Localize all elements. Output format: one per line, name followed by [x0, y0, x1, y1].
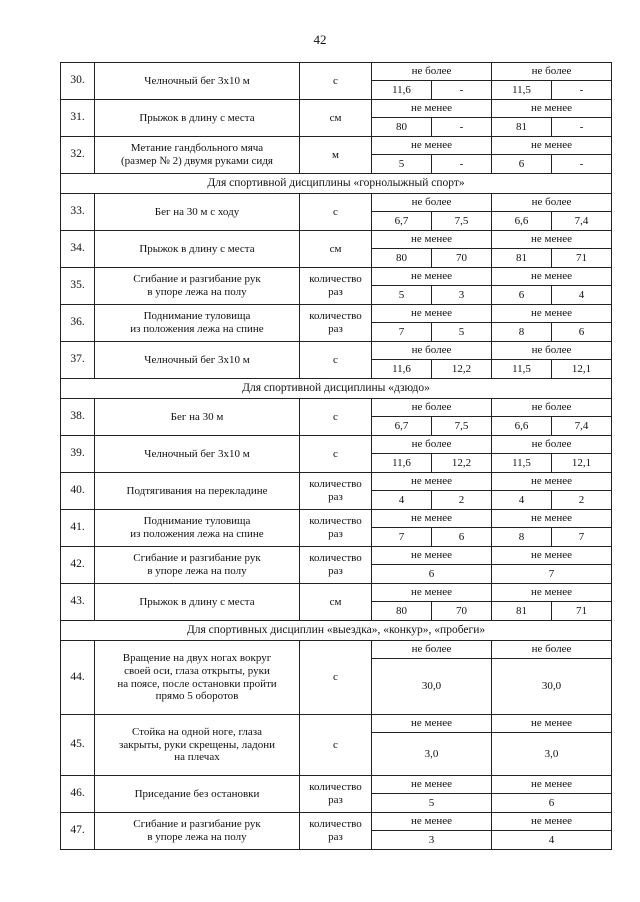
unit: с: [300, 715, 372, 776]
norm-value: 5: [432, 323, 492, 342]
row-number: 47.: [61, 813, 95, 850]
test-name: Сгибание и разгибание рук в упоре лежа на полу: [95, 813, 300, 850]
norm-value: 7,4: [552, 212, 612, 231]
norm-header-1: не менее: [372, 813, 492, 831]
norm-value: 4: [492, 831, 612, 850]
row-number: 36.: [61, 305, 95, 342]
test-name: Сгибание и разгибание рук в упоре лежа на полу: [95, 268, 300, 305]
test-name: Метание гандбольного мяча (размер № 2) двумя руками сидя: [95, 137, 300, 174]
unit: количество раз: [300, 813, 372, 850]
row-number: 38.: [61, 399, 95, 436]
norm-value: 5: [372, 155, 432, 174]
norm-value: 5: [372, 794, 492, 813]
test-name: Бег на 30 м с ходу: [95, 194, 300, 231]
table-row: [61, 813, 612, 831]
norm-value: 71: [552, 249, 612, 268]
table-row: [61, 715, 612, 733]
norm-header-1: не более: [372, 63, 492, 81]
norm-value: 2: [552, 491, 612, 510]
table-row: [61, 547, 612, 565]
row-number: 46.: [61, 776, 95, 813]
norm-value: 6,6: [492, 212, 552, 231]
norm-value: 11,6: [372, 454, 432, 473]
row-number: 34.: [61, 231, 95, 268]
norm-header-1: не менее: [372, 268, 492, 286]
norm-header-2: не менее: [492, 231, 612, 249]
table-row: [61, 305, 612, 323]
norm-value: 6: [372, 565, 492, 584]
test-name: Вращение на двух ногах вокруг своей оси, глаза открыты, руки на поясе, после остановки пройти прямо 5 оборотов: [95, 641, 300, 715]
norm-value: 80: [372, 118, 432, 137]
norm-header-2: не более: [492, 342, 612, 360]
norm-value: 7: [372, 323, 432, 342]
test-name: Прыжок в длину с места: [95, 100, 300, 137]
section-heading-row: [61, 621, 612, 641]
table-row: [61, 231, 612, 249]
norm-header-2: не более: [492, 63, 612, 81]
row-number: 42.: [61, 547, 95, 584]
test-name: Поднимание туловища из положения лежа на спине: [95, 510, 300, 547]
table-row: [61, 436, 612, 454]
norm-header-2: не менее: [492, 510, 612, 528]
norm-value: 3,0: [492, 733, 612, 776]
norm-value: 7,5: [432, 212, 492, 231]
norm-value: -: [552, 81, 612, 100]
section-heading: Для спортивной дисциплины «горнолыжный спорт»: [61, 174, 612, 194]
norm-header-2: не более: [492, 436, 612, 454]
test-name: Приседание без остановки: [95, 776, 300, 813]
norm-header-2: не более: [492, 399, 612, 417]
norm-header-1: не менее: [372, 231, 492, 249]
unit: см: [300, 584, 372, 621]
norm-value: 3,0: [372, 733, 492, 776]
norm-value: 11,5: [492, 454, 552, 473]
norm-value: 6: [492, 155, 552, 174]
test-name: Стойка на одной ноге, глаза закрыты, руки скрещены, ладони на плечах: [95, 715, 300, 776]
norm-value: 3: [372, 831, 492, 850]
norm-value: 5: [372, 286, 432, 305]
row-number: 39.: [61, 436, 95, 473]
norm-value: 30,0: [492, 659, 612, 715]
unit: количество раз: [300, 776, 372, 813]
norm-value: 81: [492, 118, 552, 137]
page-number: 42: [313, 32, 327, 47]
unit: с: [300, 641, 372, 715]
norm-value: 70: [432, 249, 492, 268]
norm-header-2: не менее: [492, 715, 612, 733]
norm-value: -: [432, 118, 492, 137]
table-row: [61, 510, 612, 528]
test-name: Бег на 30 м: [95, 399, 300, 436]
table-row: [61, 137, 612, 155]
norm-value: 6,7: [372, 212, 432, 231]
table-row: [61, 268, 612, 286]
norm-value: 81: [492, 249, 552, 268]
unit: количество раз: [300, 510, 372, 547]
norm-header-1: не менее: [372, 137, 492, 155]
norm-header-2: не менее: [492, 584, 612, 602]
norm-value: 71: [552, 602, 612, 621]
norm-header-1: не менее: [372, 305, 492, 323]
unit: см: [300, 231, 372, 268]
norm-header-2: не менее: [492, 776, 612, 794]
norm-value: 11,5: [492, 81, 552, 100]
row-number: 44.: [61, 641, 95, 715]
norm-value: -: [552, 118, 612, 137]
section-heading: Для спортивных дисциплин «выездка», «конкур», «пробеги»: [61, 621, 612, 641]
unit: с: [300, 194, 372, 231]
row-number: 40.: [61, 473, 95, 510]
norm-header-2: не менее: [492, 137, 612, 155]
unit: см: [300, 100, 372, 137]
norm-header-2: не менее: [492, 813, 612, 831]
norm-value: 6: [552, 323, 612, 342]
norm-value: 30,0: [372, 659, 492, 715]
row-number: 41.: [61, 510, 95, 547]
norm-value: 12,2: [432, 454, 492, 473]
norm-header-1: не менее: [372, 584, 492, 602]
norm-header-1: не более: [372, 436, 492, 454]
norm-value: 7: [492, 565, 612, 584]
unit: количество раз: [300, 473, 372, 510]
norm-value: 7,5: [432, 417, 492, 436]
norm-value: 80: [372, 602, 432, 621]
row-number: 31.: [61, 100, 95, 137]
unit: количество раз: [300, 305, 372, 342]
row-number: 35.: [61, 268, 95, 305]
test-name: Челночный бег 3х10 м: [95, 436, 300, 473]
norm-value: 8: [492, 528, 552, 547]
norm-header-2: не менее: [492, 305, 612, 323]
section-heading-row: [61, 174, 612, 194]
unit: м: [300, 137, 372, 174]
table-row: [61, 399, 612, 417]
norm-value: 11,6: [372, 360, 432, 379]
norm-value: 80: [372, 249, 432, 268]
norm-header-1: не более: [372, 342, 492, 360]
norm-value: 6: [492, 794, 612, 813]
norm-value: 11,6: [372, 81, 432, 100]
table-row: [61, 641, 612, 659]
test-name: Челночный бег 3х10 м: [95, 342, 300, 379]
norm-header-1: не менее: [372, 715, 492, 733]
norm-value: 81: [492, 602, 552, 621]
unit: с: [300, 63, 372, 100]
norm-value: 6: [432, 528, 492, 547]
section-heading: Для спортивной дисциплины «дзюдо»: [61, 379, 612, 399]
norm-value: 7: [372, 528, 432, 547]
norm-header-1: не менее: [372, 547, 492, 565]
norm-value: 6: [492, 286, 552, 305]
unit: с: [300, 399, 372, 436]
test-name: Прыжок в длину с места: [95, 231, 300, 268]
norm-header-1: не более: [372, 194, 492, 212]
unit: количество раз: [300, 268, 372, 305]
norm-value: 4: [492, 491, 552, 510]
norm-value: 2: [432, 491, 492, 510]
norm-header-1: не более: [372, 641, 492, 659]
norm-value: -: [432, 155, 492, 174]
norm-value: 12,1: [552, 360, 612, 379]
norm-header-2: не более: [492, 194, 612, 212]
norm-header-1: не менее: [372, 510, 492, 528]
norm-value: 8: [492, 323, 552, 342]
norm-value: -: [552, 155, 612, 174]
norm-value: 7,4: [552, 417, 612, 436]
unit: количество раз: [300, 547, 372, 584]
norm-value: 12,2: [432, 360, 492, 379]
norm-value: -: [432, 81, 492, 100]
norm-value: 7: [552, 528, 612, 547]
norm-header-1: не менее: [372, 776, 492, 794]
row-number: 30.: [61, 63, 95, 100]
norm-value: 6,6: [492, 417, 552, 436]
norm-header-2: не менее: [492, 473, 612, 491]
table-row: [61, 473, 612, 491]
unit: с: [300, 436, 372, 473]
norm-header-2: не менее: [492, 100, 612, 118]
norm-value: 6,7: [372, 417, 432, 436]
norm-header-1: не менее: [372, 100, 492, 118]
test-name: Челночный бег 3х10 м: [95, 63, 300, 100]
norm-value: 12,1: [552, 454, 612, 473]
table-row: [61, 194, 612, 212]
test-name: Сгибание и разгибание рук в упоре лежа на полу: [95, 547, 300, 584]
norm-value: 3: [432, 286, 492, 305]
norm-value: 11,5: [492, 360, 552, 379]
norm-value: 4: [372, 491, 432, 510]
table-row: [61, 63, 612, 81]
row-number: 33.: [61, 194, 95, 231]
row-number: 43.: [61, 584, 95, 621]
table-row: [61, 584, 612, 602]
table-row: [61, 776, 612, 794]
norms-table: [60, 62, 612, 850]
table-row: [61, 100, 612, 118]
row-number: 32.: [61, 137, 95, 174]
norm-value: 70: [432, 602, 492, 621]
section-heading-row: [61, 379, 612, 399]
norm-header-2: не более: [492, 641, 612, 659]
test-name: Прыжок в длину с места: [95, 584, 300, 621]
norm-header-2: не менее: [492, 268, 612, 286]
row-number: 37.: [61, 342, 95, 379]
test-name: Подтягивания на перекладине: [95, 473, 300, 510]
norm-value: 4: [552, 286, 612, 305]
test-name: Поднимание туловища из положения лежа на спине: [95, 305, 300, 342]
norm-header-2: не менее: [492, 547, 612, 565]
row-number: 45.: [61, 715, 95, 776]
unit: с: [300, 342, 372, 379]
norm-header-1: не менее: [372, 473, 492, 491]
table-row: [61, 342, 612, 360]
norm-header-1: не более: [372, 399, 492, 417]
